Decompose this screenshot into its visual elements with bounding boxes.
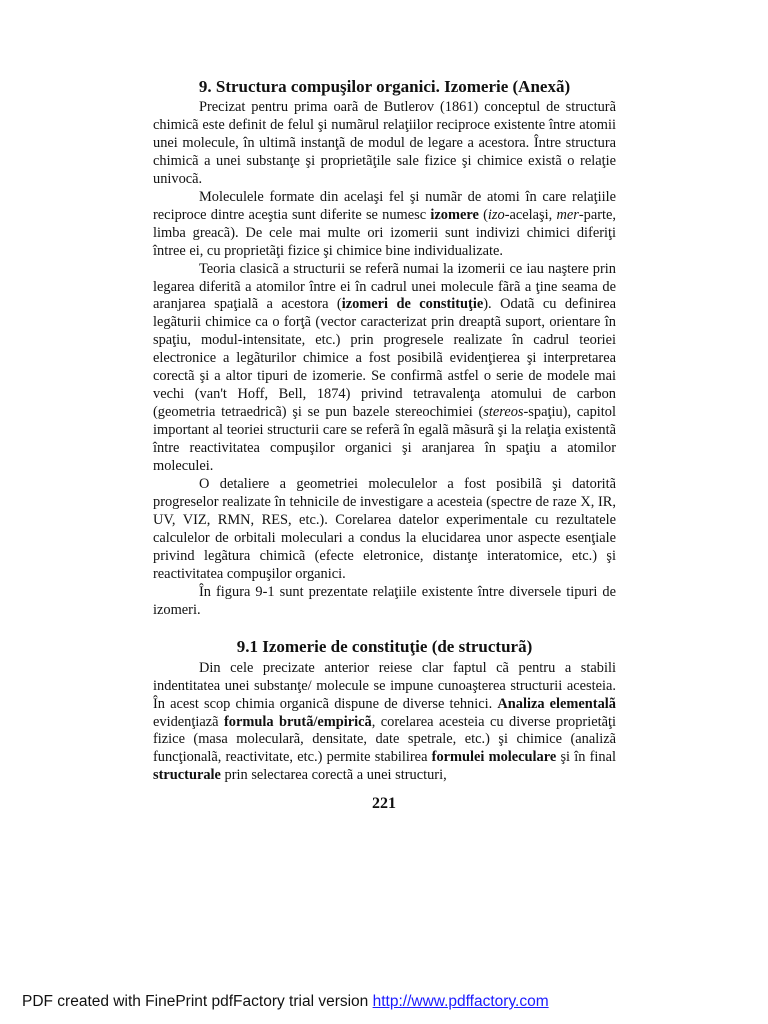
italic-term: izo bbox=[487, 206, 505, 223]
footer-link[interactable]: http://www.pdffactory.com bbox=[372, 993, 549, 1010]
subsection-paragraph bbox=[153, 660, 616, 786]
bold-term: structurale bbox=[153, 767, 221, 784]
subsection-body bbox=[153, 660, 616, 786]
text-run: Precizat pentru prima oarã de Butlerov (1861) conceptul de structurã chimicã este definit de felul şi numãrul relaţiilor reciproce existente între atomii unei molecule, în ultimã instanţã de modul de legare a acestora. Între structura chimicã a unei substanţe şi proprietãţile sale fizice şi chimice existã o relaţie univocã. bbox=[153, 99, 616, 187]
page-content bbox=[153, 76, 616, 785]
text-run: ). Odatã cu definirea legãturii chimice ca o forţã (vector caracterizat prin dreaptã suport, orientare în spaţiu, modul-intensitate, etc.) prin progresele realizate în cadrul teoriei electronice a legãturilor chimice a fost posibilã evidenţierea şi interpretarea corectã şi a altor tipuri de izomerie. Se confirmã astfel o serie de modele mai vechi (van't Hoff, Bell, 1874) privind tetravalenţa atomului de carbon (geometria tetraedricã) şi se pun bazele stereochimiei ( bbox=[153, 296, 616, 421]
text-run: prin selectarea corectã a unei structuri, bbox=[220, 767, 447, 784]
italic-term: stereos bbox=[483, 404, 524, 421]
subsection-title: 9.1 Izomerie de constituţie (de structurã) bbox=[236, 636, 533, 656]
text-run: Din cele precizate anterior reiese clar faptul cã pentru a stabili indentitatea unei substanţe/ molecule se impune cunoaşterea structurii acesteia. În acest scop chimia organicã dispune de diverse tehnici. bbox=[153, 659, 616, 712]
text-run: Teoria clasicã a structurii se referã numai la izomerii ce iau naştere prin legarea diferitã a atomilor între ei în cadrul unei molecule fãrã a ţine seama de aranjarea spaţialã a acestora ( bbox=[153, 260, 616, 313]
italic-term: mer bbox=[556, 206, 579, 223]
text-run: O detaliere a geometriei moleculelor a fost posibilã şi datoritã progreselor realizate în tehnicile de investigare a acesteia (spectre de raze X, IR, UV, VIZ, RMN, RES, etc.). Corelarea datelor experimentale cu rezultatele calculelor de orbitali moleculari a condus la elucidarea unor aspecte esenţiale privind legãtura chimicã (efecte eletronice, distanţe interatomice, etc.) şi reactivitatea compuşilor organici. bbox=[153, 476, 616, 582]
section-title: 9. Structura compuşilor organici. Izomerie (Anexã) bbox=[198, 77, 571, 96]
bold-term: Analiza elementalã bbox=[497, 695, 616, 712]
bold-term: formula brutã/empiricã bbox=[223, 713, 372, 730]
section-body bbox=[153, 99, 616, 620]
text-run: Moleculele formate din acelaşi fel şi numãr de atomi în care relaţiile reciproce dintre aceştia sunt diferite se numesc bbox=[153, 188, 616, 223]
text-run: -spaţiu), capitol important al teoriei structurii care se referã în egalã mãsurã şi la relaţia existentã între reactivitatea compuşilor organici şi aranjarea în spaţiu a atomilor moleculei. bbox=[153, 404, 616, 475]
bold-term: izomeri de constituţie bbox=[341, 296, 484, 313]
pdf-footer bbox=[22, 993, 549, 1011]
bold-term: izomere bbox=[430, 206, 479, 223]
section-paragraph bbox=[153, 584, 616, 620]
text-run: ( bbox=[478, 206, 488, 223]
section-paragraph bbox=[153, 189, 616, 261]
text-run: , corelarea acesteia cu diverse proprietãţi fizice (masa molecularã, densitate, date spetrale, etc.) şi chimice (analizã funcţionalã, reactivitate, etc.) permite stabilirea bbox=[153, 713, 616, 766]
section-paragraph bbox=[153, 99, 616, 189]
page-number: 221 bbox=[372, 795, 396, 812]
text-run: -acelaşi, bbox=[504, 206, 557, 223]
section-paragraph bbox=[153, 261, 616, 476]
footer-text: PDF created with FinePrint pdfFactory trial version bbox=[22, 993, 373, 1010]
bold-term: formulei moleculare bbox=[431, 749, 557, 766]
text-run: şi în final bbox=[556, 749, 616, 766]
text-run: -parte, limba greacã). De cele mai multe ori izomerii sunt indivizi chimici diferiţi întree ei, cu proprietãţi fizice şi chimice bine individualizate. bbox=[153, 206, 617, 259]
section-paragraph bbox=[153, 476, 616, 584]
text-run: În figura 9-1 sunt prezentate relaţiile existente între diversele tipuri de izomeri. bbox=[153, 583, 616, 618]
text-run: evidenţiazã bbox=[153, 713, 224, 730]
